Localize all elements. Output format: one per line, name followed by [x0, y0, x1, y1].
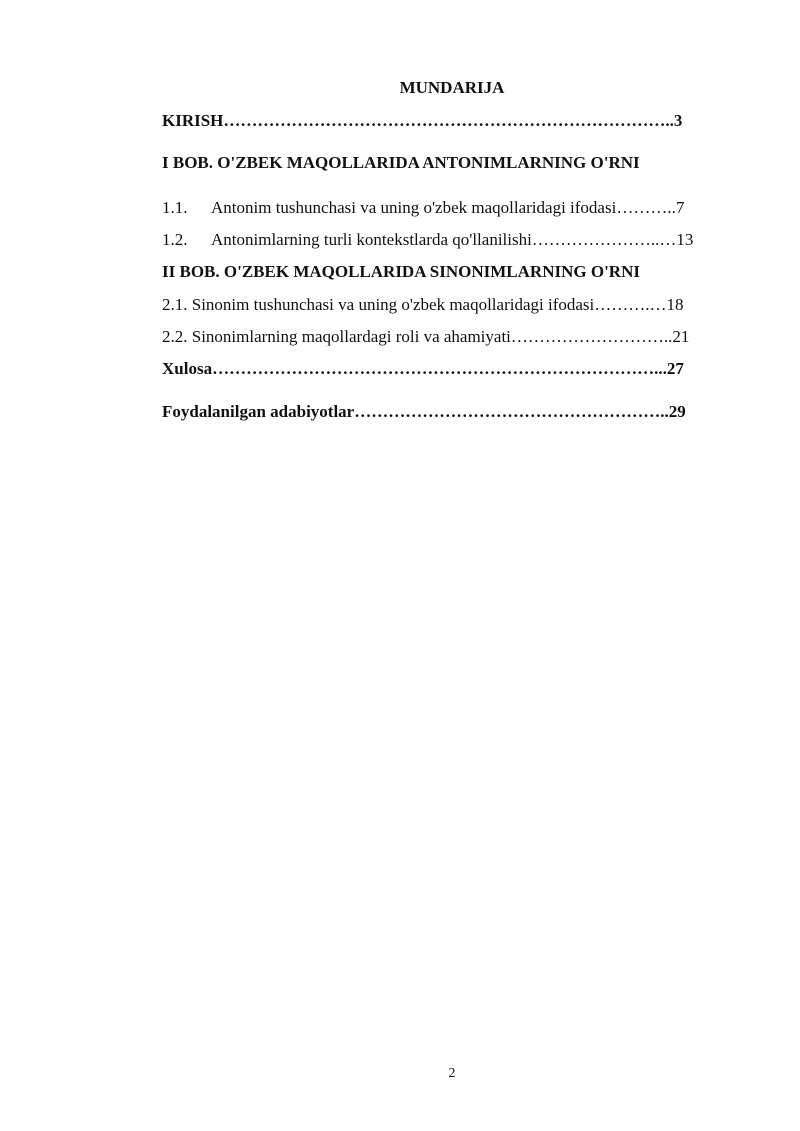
page-number: 2 [448, 1066, 456, 1081]
toc-chapter-1-heading: I BOB. O'ZBEK MAQOLLARIDA ANTONIMLARNING O'RNI [162, 153, 640, 172]
toc-entry-2-1: 2.1. Sinonim tushunchasi va uning o'zbek maqollaridagi ifodasi……….…18 [162, 295, 684, 314]
toc-entry-number: 1.1. [162, 198, 188, 217]
toc-entry-1-2 [162, 230, 693, 250]
toc-title: MUNDARIJA [399, 78, 505, 97]
toc-entry-text: Antonimlarning turli kontekstlarda qo'llanilishi…………………..…13 [211, 230, 694, 249]
toc-entry-1-1 [162, 198, 684, 218]
toc-chapter-2-heading: II BOB. O'ZBEK MAQOLLARIDA SINONIMLARNING O'RNI [162, 262, 640, 281]
toc-entry-xulosa: Xulosa……………………………………………………………………...27 [162, 359, 684, 378]
toc-entry-kirish: KIRISH……………………………………………………………………..3 [162, 111, 683, 130]
toc-entry-adabiyotlar: Foydalanilgan adabiyotlar………………………………………………..29 [162, 402, 686, 421]
toc-entry-2-2: 2.2. Sinonimlarning maqollardagi roli va ahamiyati………………………..21 [162, 327, 690, 346]
toc-entry-number: 1.2. [162, 230, 188, 249]
toc-entry-text: Antonim tushunchasi va uning o'zbek maqollaridagi ifodasi………..7 [211, 198, 685, 217]
